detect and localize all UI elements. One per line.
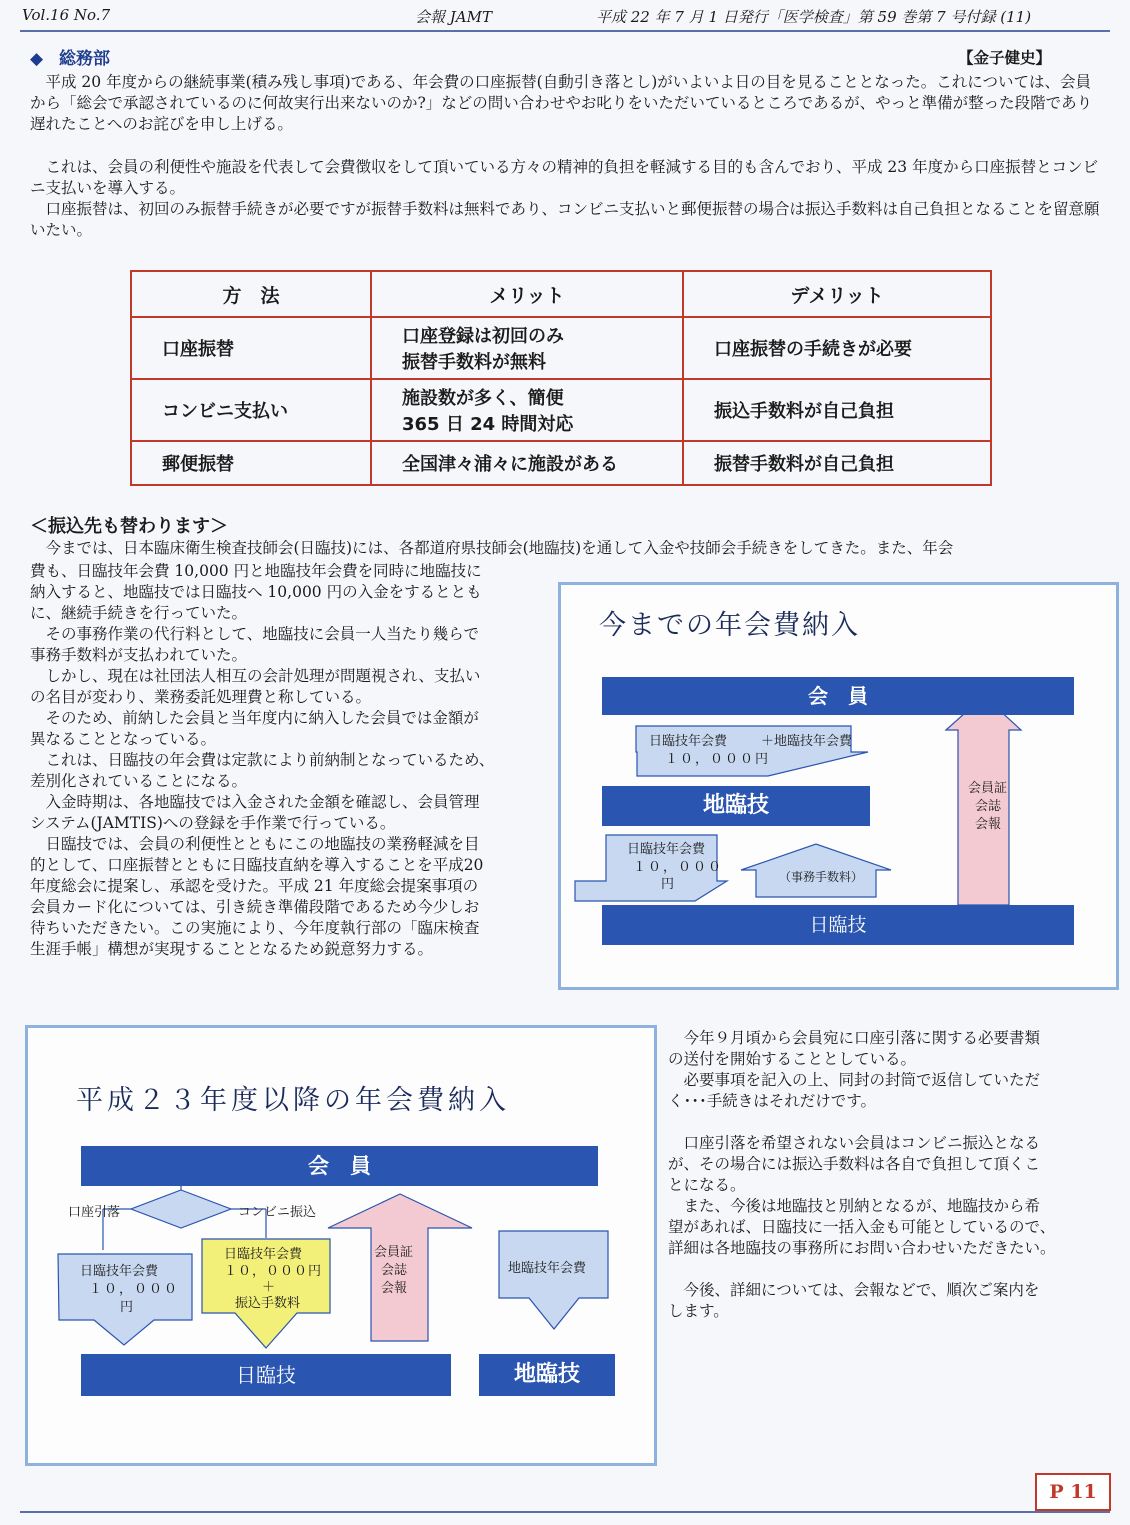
text-line: します。 — [668, 1302, 729, 1320]
text-line: 詳細は各地臨技の事務所にお問い合わせいただきたい。 — [668, 1239, 1056, 1257]
text-line: システム(JAMTIS)への登録を手作業で行っている。 — [30, 814, 396, 832]
text-line: 納入すると、地臨技では日臨技へ 10,000 円の入金をするととも — [30, 583, 482, 601]
chirin-bar: 地臨技 — [602, 786, 870, 826]
change-first-line: 今までは、日本臨床衛生検査技師会(日臨技)には、各都道府県技師会(地臨技)を通して入金や技師会手続きをしてきた。また、年会 — [45, 539, 954, 557]
demerit-cell: 口座振替の手続きが必要 — [683, 317, 991, 379]
text-line: が、その場合には振込手数料は各自で負担して頂くこ — [668, 1155, 1041, 1173]
diagram-title: 平成２３年度以降の年会費納入 — [76, 1085, 510, 1116]
text-line: 必要事項を記入の上、同封の封筒で返信していただ — [668, 1071, 1041, 1089]
table-row — [131, 379, 991, 441]
change-heading: ＜振込先も替わります＞ — [30, 516, 228, 537]
merit-cell: 施設数が多く、簡便 365 日 24 時間対応 — [371, 379, 683, 441]
closing-text — [668, 1028, 1113, 1322]
text-line: 生涯手帳」構想が実現することとなるため鋭意努力する。 — [30, 940, 434, 958]
change-text — [30, 561, 555, 960]
footer-rule — [20, 1511, 1110, 1513]
intro-paragraph: これは、会員の利便性や施設を代表して会費徴収をして頂いている方々の精神的負担を軽減する目的も含んでおり、平成 23 年度から口座振替とコンビニ支払いを導入する。 — [30, 158, 1099, 197]
member-bar: 会 員 — [81, 1146, 598, 1186]
table-row — [131, 441, 991, 485]
text-line: 費も、日臨技年会費 10,000 円と地臨技年会費を同時に地臨技に — [30, 562, 482, 580]
diagram-arrows — [28, 1028, 654, 1463]
text-line: 今年９月頃から会員宛に口座引落に関する必要書類 — [668, 1029, 1041, 1047]
plus-sign: ＋ — [262, 1280, 276, 1295]
text-line: の名目が変わり、業務委託処理費と称している。 — [30, 688, 372, 706]
nichirin-bar: 日臨技 — [602, 905, 1074, 945]
handling-label: （事務手数料） — [779, 870, 864, 884]
method-cell: 口座振替 — [131, 317, 371, 379]
demerit-cell: 振込手数料が自己負担 — [683, 379, 991, 441]
method-cell: 郵便振替 — [131, 441, 371, 485]
text-line: 待ちいただきたい。この実施により、今年度執行部の「臨床検査 — [30, 919, 480, 937]
card-label: 会誌 — [381, 1263, 408, 1278]
text-line: 事務手数料が支払われていた。 — [30, 646, 248, 664]
text-line: また、今後は地臨技と別納となるが、地臨技から希 — [668, 1197, 1041, 1215]
text-line: 入金時期は、各地臨技では入金された金額を確認し、会員管理 — [30, 793, 480, 811]
text-line: 的として、口座振替とともに日臨技直納を導入することを平成20 — [30, 856, 484, 874]
fee-amount: １０，０００ — [633, 860, 724, 875]
merit-cell: 口座登録は初回のみ 振替手数料が無料 — [371, 317, 683, 379]
text-line: その事務作業の代行料として、地臨技に会員一人当たり幾らで — [30, 625, 480, 643]
branch-label: コンビニ振込 — [238, 1205, 317, 1220]
text-line: とになる。 — [668, 1176, 746, 1194]
merit-cell: 全国津々浦々に施設がある — [371, 441, 683, 485]
comparison-table — [130, 270, 992, 486]
diamond-icon: ◆ — [30, 49, 44, 69]
intro-paragraph: 平成 20 年度からの継続事業(積み残し事項)である、年会費の口座振替(自動引き落とし)がいよいよ日の目を見ることとなった。これについては、会員から「総会で承認されているのに何故実行出来ないのか?」などの問い合わせやお叱りをいただいているところであるが、やっと準備が整った段階であり遅れたことへのお詫びを申し上げる。 — [30, 73, 1093, 133]
nichirin-bar: 日臨技 — [81, 1354, 451, 1396]
fee-unit: 円 — [661, 877, 675, 892]
card-label: 会誌 — [975, 799, 1002, 814]
fee-label: 日臨技年会費 — [627, 842, 706, 857]
fee-label: 日臨技年会費 — [80, 1264, 159, 1279]
text-line: 今後、詳細については、会報などで、順次ご案内を — [668, 1281, 1040, 1299]
author: 【金子健史】 — [958, 48, 1052, 67]
text-line: 日臨技では、会員の利便性とともにこの地臨技の業務軽減を目 — [30, 835, 480, 853]
journal-label: 会報 JAMT — [415, 8, 492, 26]
text-line: 口座引落を希望されない会員はコンビニ振込となる — [668, 1134, 1041, 1152]
text-line: 会員カード化については、引き続き準備段階であるため今少しお — [30, 898, 480, 916]
text-line: の送付を開始することとしている。 — [668, 1050, 917, 1068]
table-header-row — [131, 271, 991, 317]
card-label: 会報 — [975, 817, 1002, 832]
section-title: ◆ 総務部 — [30, 49, 110, 69]
table-header: メリット — [371, 271, 683, 317]
text-line: そのため、前納した会員と当年度内に納入した会員では金額が — [30, 709, 479, 727]
text-line: これは、日臨技の年会費は定款により前納制となっているため、 — [30, 751, 495, 769]
text-line: に、継続手続きを行っていた。 — [30, 604, 248, 622]
page-header — [0, 0, 1130, 30]
text-line: しかし、現在は社団法人相互の会計処理が問題視され、支払い — [30, 667, 481, 685]
fee-label: 日臨技年会費 — [224, 1247, 303, 1262]
issue-label: 平成 22 年 7 月 1 日発行「医学検査」第 59 巻第 7 号付録 (11) — [596, 8, 1032, 26]
method-cell: コンビニ支払い — [131, 379, 371, 441]
text-line: 年度総会に提案し、承認を受けた。平成 21 年度総会提案事項の — [30, 877, 479, 895]
diagram-title: 今までの年会費納入 — [599, 610, 860, 641]
chirin-bar: 地臨技 — [479, 1354, 615, 1396]
table-header: デメリット — [683, 271, 991, 317]
fee-amount: １０，０００円 — [665, 752, 771, 767]
fee-unit: 円 — [120, 1300, 134, 1315]
card-label: 会員証 — [374, 1245, 414, 1260]
table-row — [131, 317, 991, 379]
intro-text — [30, 72, 1105, 241]
card-label: 会員証 — [968, 781, 1008, 796]
diagram-future — [25, 1025, 657, 1466]
text-line: 望があれば、日臨技に一括入金も可能としているので、 — [668, 1218, 1056, 1236]
volume-label: Vol.16 No.7 — [22, 6, 111, 24]
text-line: く･･･手続きはそれだけです。 — [668, 1092, 877, 1110]
text-line: 差別化されていることになる。 — [30, 772, 248, 790]
card-label: 会報 — [381, 1281, 408, 1296]
branch-label: 口座引落 — [68, 1205, 121, 1220]
intro-paragraph: 口座振替は、初回のみ振替手続きが必要ですが振替手数料は無料であり、コンビニ支払いと郵便振替の場合は振込手数料は自己負担となることを留意願いたい。 — [30, 200, 1100, 239]
demerit-cell: 振替手数料が自己負担 — [683, 441, 991, 485]
fee-label: 振込手数料 — [235, 1296, 301, 1311]
down-arrow-right — [499, 1231, 608, 1329]
fee-label: 地臨技年会費 — [508, 1261, 587, 1276]
member-bar: 会 員 — [602, 677, 1074, 715]
fee-label: 日臨技年会費 — [649, 734, 728, 749]
fee-amount: １０，０００円 — [224, 1264, 323, 1279]
diagram-current — [558, 582, 1119, 990]
table-header: 方 法 — [131, 271, 371, 317]
text-line: 異なることとなっている。 — [30, 730, 217, 748]
header-rule — [20, 30, 1110, 32]
page-number: P 11 — [1035, 1473, 1111, 1511]
fee-label: ＋地臨技年会費 — [761, 734, 853, 749]
fee-amount: １０，０００ — [89, 1282, 180, 1297]
branch-diamond — [131, 1190, 231, 1228]
